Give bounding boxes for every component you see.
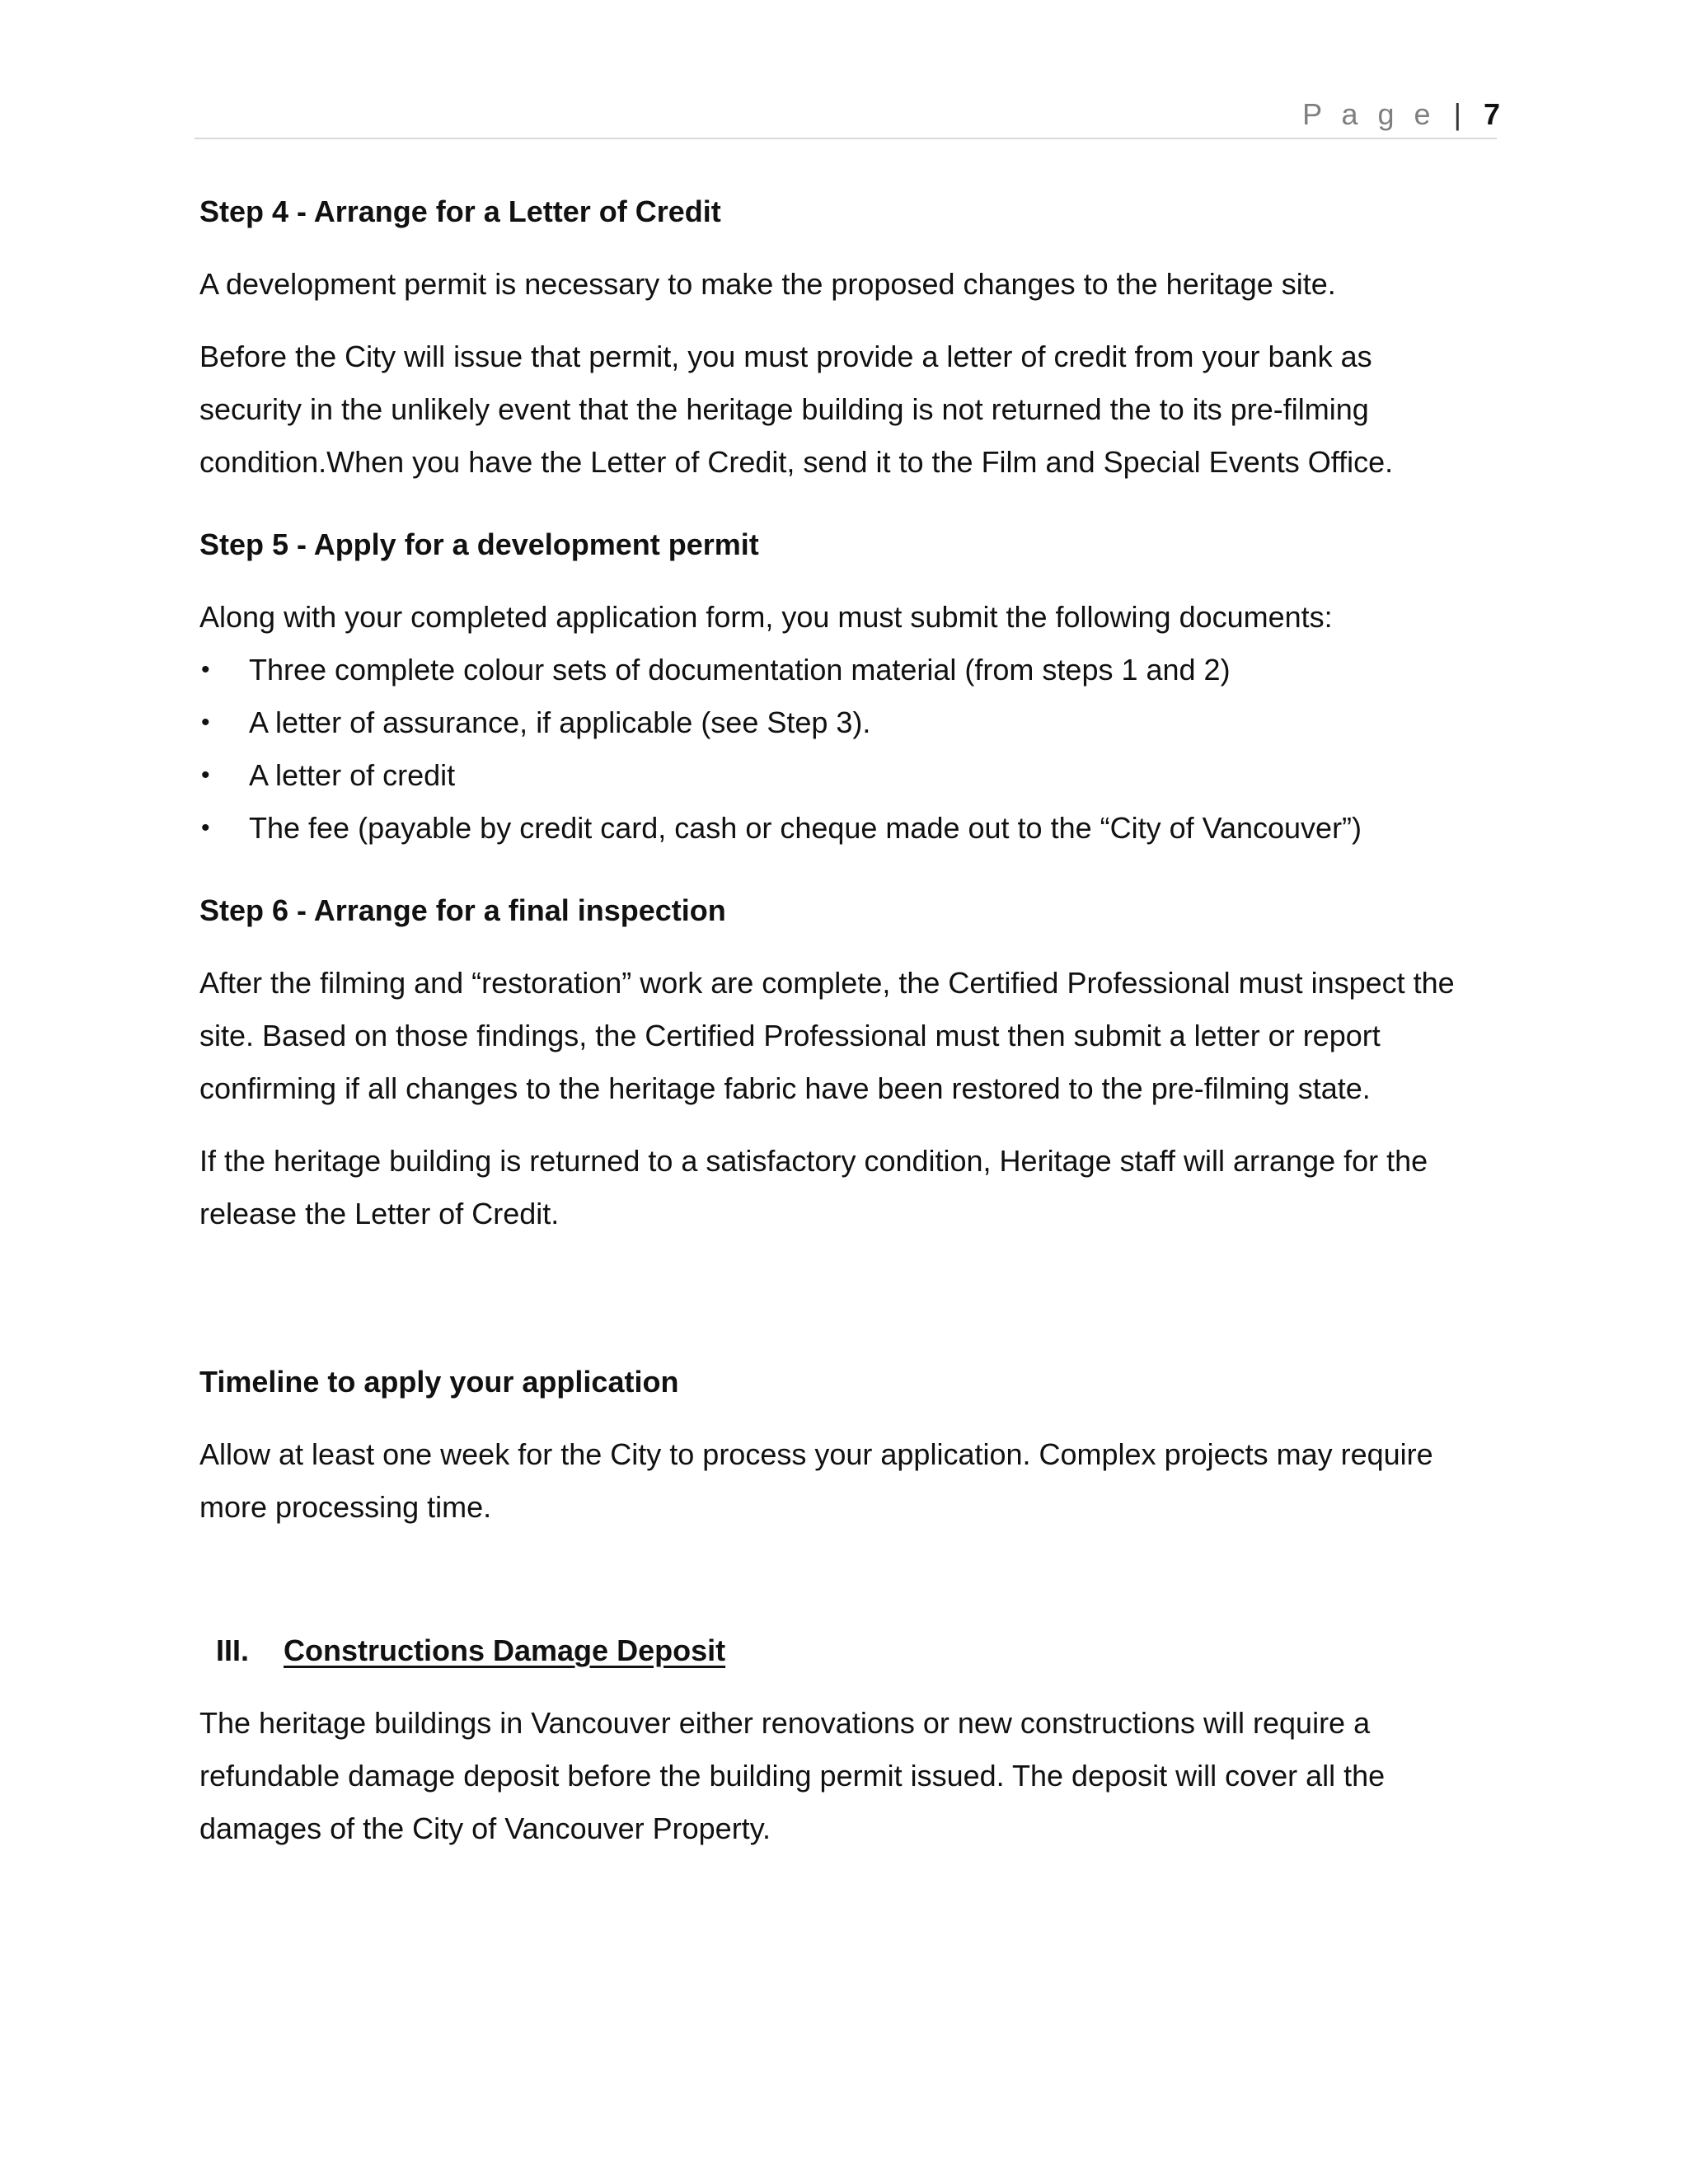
step6-heading: Step 6 - Arrange for a final inspection — [199, 893, 726, 927]
list-item: • A letter of credit — [199, 749, 1502, 802]
page-separator: | — [1453, 97, 1461, 131]
text-line: The heritage buildings in Vancouver either renovations or new constructions will require a — [199, 1706, 1371, 1740]
page-header — [1302, 97, 1500, 132]
list-item: • The fee (payable by credit card, cash or cheque made out to the “City of Vancouver”) — [199, 802, 1502, 855]
section-numeral: III. — [216, 1633, 250, 1667]
step5-document-list — [199, 644, 1502, 855]
step4-paragraph-1: A development permit is necessary to make the proposed changes to the heritage site. — [199, 267, 1336, 301]
bullet-icon: • — [201, 709, 210, 736]
text-line: condition.When you have the Letter of Credit, send it to the Film and Special Events Office. — [199, 445, 1394, 479]
text-line: Allow at least one week for the City to process your application. Complex projects may require — [199, 1437, 1433, 1471]
bullet-icon: • — [201, 762, 210, 789]
list-item: • A letter of assurance, if applicable (see Step 3). — [199, 696, 1502, 749]
text-line: If the heritage building is returned to a satisfactory condition, Heritage staff will arrange for the — [199, 1144, 1428, 1178]
text-line: site. Based on those findings, the Certified Professional must then submit a letter or report — [199, 1019, 1381, 1052]
timeline-heading: Timeline to apply your application — [199, 1365, 679, 1399]
section-heading — [199, 1624, 1502, 1677]
text-line: After the filming and “restoration” work are complete, the Certified Professional must inspect the — [199, 966, 1455, 1000]
text-line: damages of the City of Vancouver Property. — [199, 1811, 771, 1845]
timeline-paragraph — [199, 1428, 1502, 1534]
step6-paragraph-1 — [199, 957, 1502, 1115]
step5-heading: Step 5 - Apply for a development permit — [199, 527, 759, 561]
text-line: refundable damage deposit before the building permit issued. The deposit will cover all the — [199, 1759, 1386, 1793]
header-divider — [195, 138, 1497, 139]
section-title: Constructions Damage Deposit — [284, 1633, 726, 1667]
text-line: security in the unlikely event that the heritage building is not returned the to its pre-filming — [199, 392, 1369, 426]
step4-paragraph-2 — [199, 330, 1502, 489]
step6-paragraph-2 — [199, 1135, 1502, 1240]
bullet-icon: • — [201, 656, 210, 683]
bullet-icon: • — [201, 814, 210, 841]
page-label: P a g e — [1302, 97, 1437, 131]
step4-heading: Step 4 - Arrange for a Letter of Credit — [199, 194, 721, 228]
page-number: 7 — [1483, 97, 1500, 131]
list-item: • Three complete colour sets of documentation material (from steps 1 and 2) — [199, 644, 1502, 696]
document-body — [199, 185, 1502, 1855]
section3-paragraph — [199, 1697, 1502, 1855]
text-line: Before the City will issue that permit, you must provide a letter of credit from your bank as — [199, 340, 1372, 373]
text-line: confirming if all changes to the heritage fabric have been restored to the pre-filming state. — [199, 1071, 1371, 1105]
text-line: release the Letter of Credit. — [199, 1197, 560, 1230]
step5-intro: Along with your completed application form, you must submit the following documents: — [199, 600, 1333, 634]
text-line: more processing time. — [199, 1490, 492, 1524]
